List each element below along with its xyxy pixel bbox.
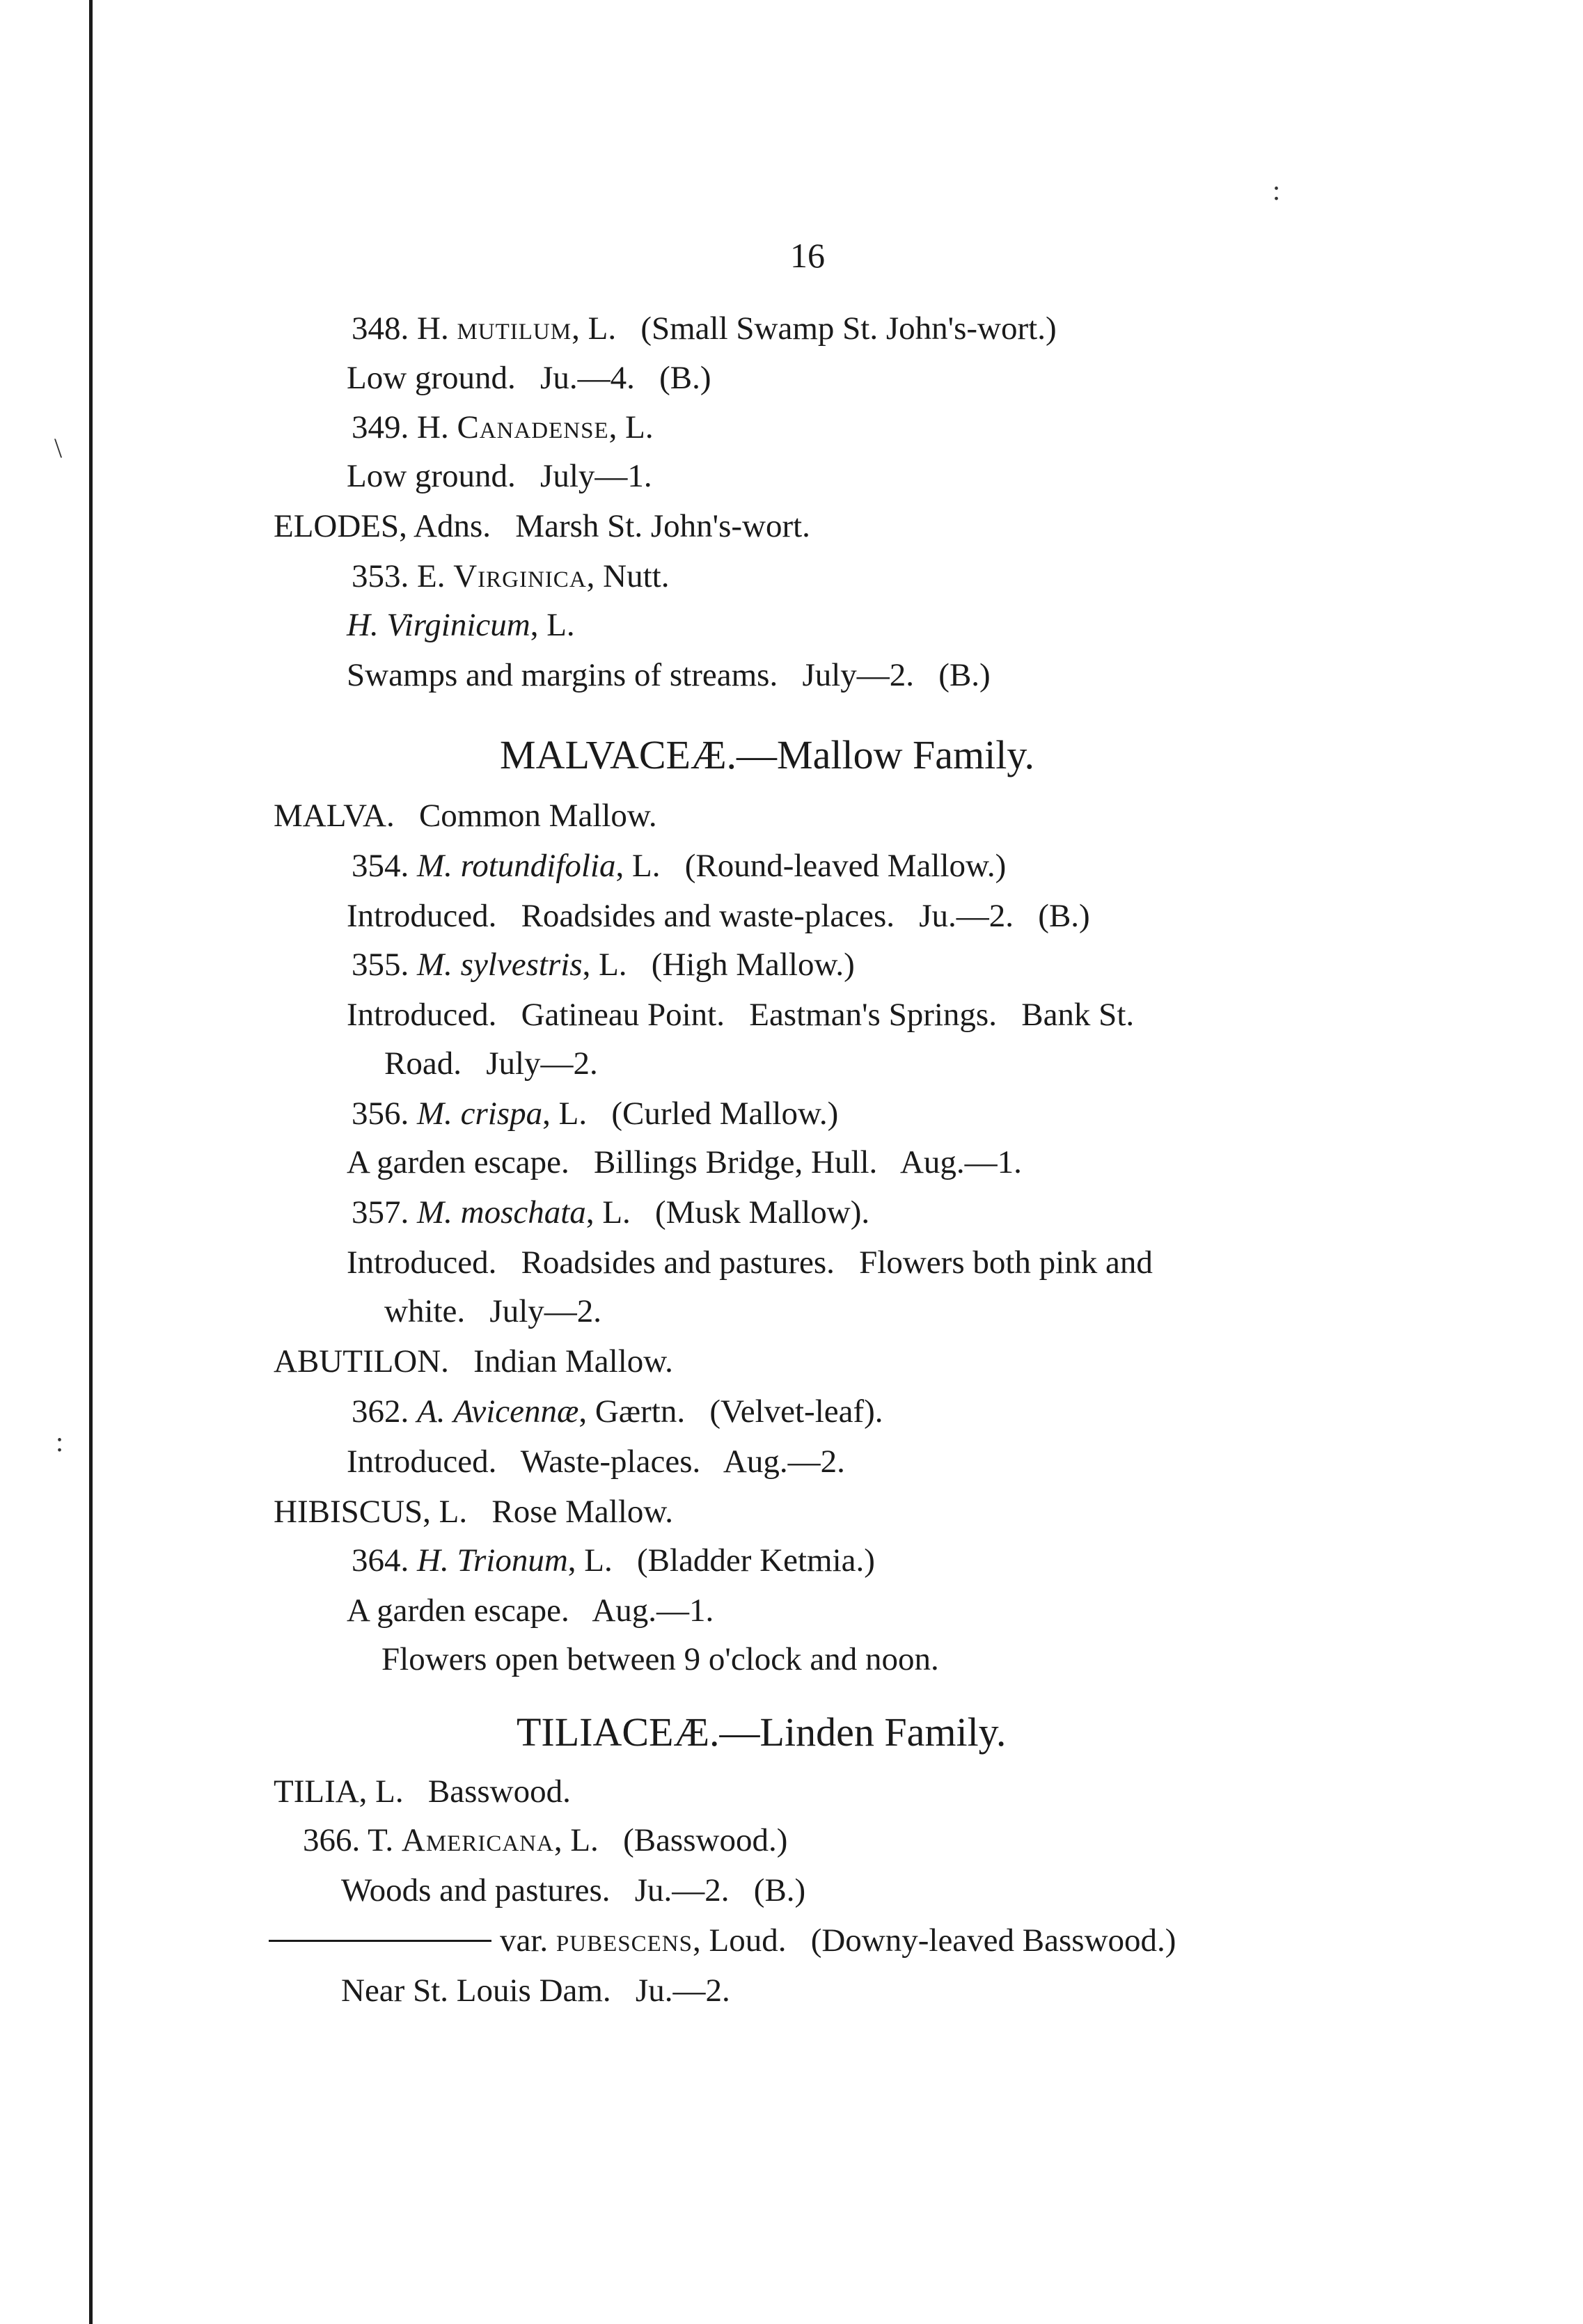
- genus-heading: ELODES, Adns. Marsh St. John's-wort.: [274, 508, 810, 544]
- entry-note: Low ground. Ju.—4. (B.): [347, 360, 711, 396]
- entry-note: Introduced. Roadsides and waste-places. Ju.—2. (B.): [347, 898, 1090, 934]
- genus-heading: HIBISCUS, L. Rose Mallow.: [274, 1494, 674, 1530]
- entry-note: Swamps and margins of streams. July—2. (B.): [347, 657, 991, 693]
- margin-mark: :: [56, 1426, 64, 1457]
- page-edge-line: [89, 0, 93, 2324]
- species-entry: 349. H. Canadense, L.: [352, 409, 654, 445]
- species-entry: 366. T. Americana, L. (Basswood.): [303, 1822, 788, 1858]
- variety-entry: var. pubescens, Loud. (Downy-leaved Basswood.): [269, 1921, 1176, 1960]
- genus-heading: MALVA. Common Mallow.: [274, 798, 657, 834]
- entry-note: white. July—2.: [384, 1293, 602, 1329]
- species-entry: 354. M. rotundifolia, L. (Round-leaved Mallow.): [352, 848, 1007, 884]
- entry-note: Introduced. Gatineau Point. Eastman's Springs. Bank St.: [347, 997, 1135, 1033]
- entry-note: Woods and pastures. Ju.—2. (B.): [341, 1872, 806, 1908]
- entry-note: Introduced. Waste-places. Aug.—2.: [347, 1444, 845, 1480]
- ditto-dash: [269, 1940, 491, 1942]
- entry-note: Introduced. Roadsides and pastures. Flowers both pink and: [347, 1244, 1153, 1281]
- margin-mark: \: [54, 432, 63, 464]
- family-heading: TILIACEÆ.—Linden Family.: [517, 1709, 1007, 1755]
- species-entry: 355. M. sylvestris, L. (High Mallow.): [352, 947, 855, 983]
- genus-heading: ABUTILON. Indian Mallow.: [274, 1343, 673, 1380]
- species-entry: 362. A. Avicennæ, Gærtn. (Velvet-leaf).: [352, 1393, 883, 1430]
- species-entry: 357. M. moschata, L. (Musk Mallow).: [352, 1194, 870, 1231]
- species-entry: 356. M. crispa, L. (Curled Mallow.): [352, 1096, 839, 1132]
- species-entry: 353. E. Virginica, Nutt.: [352, 558, 670, 594]
- family-heading: MALVACEÆ.—Mallow Family.: [500, 732, 1035, 777]
- entry-note: Near St. Louis Dam. Ju.—2.: [341, 1973, 730, 2009]
- entry-note: A garden escape. Aug.—1.: [347, 1592, 714, 1629]
- margin-mark: :: [1273, 175, 1281, 206]
- entry-note: A garden escape. Billings Bridge, Hull. Aug.—1.: [347, 1144, 1022, 1180]
- page-number: 16: [790, 236, 825, 275]
- species-entry: 348. H. mutilum, L. (Small Swamp St. John's-wort.): [352, 310, 1057, 347]
- entry-note: Road. July—2.: [384, 1045, 598, 1082]
- synonym: H. Virginicum, L.: [347, 607, 575, 643]
- species-entry: 364. H. Trionum, L. (Bladder Ketmia.): [352, 1542, 875, 1579]
- genus-heading: TILIA, L. Basswood.: [274, 1773, 571, 1810]
- entry-note: Low ground. July—1.: [347, 458, 652, 494]
- entry-note: Flowers open between 9 o'clock and noon.: [381, 1641, 939, 1677]
